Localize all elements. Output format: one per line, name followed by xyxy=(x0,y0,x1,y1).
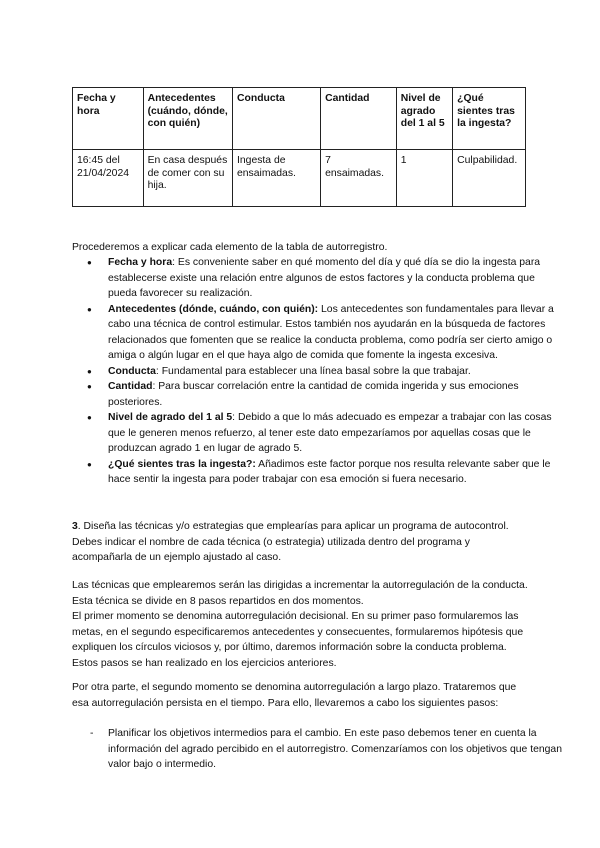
list-item-text: : Debido a que lo más adecuado es empezar a trabajar con las cosas que le generen menos refuerzo, al tener este dato empezaríamos por aquellas cosas que le produzcan agrado 1 en lugar de agrado 5. xyxy=(108,412,552,454)
header-quantity: Cantidad xyxy=(321,88,397,150)
table-header-row xyxy=(73,88,526,150)
list-item-term: Nivel de agrado del 1 al 5 xyxy=(108,412,233,423)
cell-antecedents: En casa después de comer con su hija. xyxy=(143,150,232,207)
list-item xyxy=(108,302,564,364)
header-date-time: Fecha y hora xyxy=(73,88,144,150)
list-item xyxy=(108,364,564,380)
list-item xyxy=(108,255,564,302)
list-item-term: Cantidad xyxy=(108,381,153,392)
list-item-text: Los antecedentes son fundamentales para llevar a cabo una técnica de control estimular. Estos también nos ayudarán en la búsqueda de factores relacionados que fomenten que se realice la conducta problema, como podría ser cierto amigo o amiga o algún lugar en el que haya algo de comida que fomente la ingesta excesiva. xyxy=(108,303,554,361)
list-item-term: ¿Qué sientes tras la ingesta?: xyxy=(108,458,256,470)
list-item-term: Fecha y hora xyxy=(108,257,173,268)
header-antecedents: Antecedentes (cuándo, dónde, con quién) xyxy=(143,88,232,150)
answer-paragraph-2: El primer momento se denomina autorregulación decisional. En su primer paso formularemos las metas, en el segundo especificaremos antecedentes y consecuentes, formularemos hipótesis que expliquen los círculos viciosos y, por último, daremos información sobre la conducta problema. Estos pasos se han realizado en los ejercicios anteriores. xyxy=(72,611,524,669)
list-item-text: : Es conveniente saber en qué momento del día y qué día se dio la ingesta para establecerse existe una relación entre algunos de estos factores y la conducta problema que pueda favorecer su realización. xyxy=(108,257,541,299)
answer-paragraph-1: Las técnicas que emplearemos serán las dirigidas a incrementar la autorregulación de la conducta. Esta técnica se divide en 8 pasos repartidos en dos momentos. xyxy=(72,580,528,607)
header-liking-level: Nivel de agrado del 1 al 5 xyxy=(396,88,452,150)
intro-paragraph: Procederemos a explicar cada elemento de la tabla de autorregistro. xyxy=(72,242,388,253)
list-item xyxy=(108,379,564,410)
cell-date-time: 16:45 del 21/04/2024 xyxy=(73,150,144,207)
cell-liking-level: 1 xyxy=(396,150,452,207)
list-item xyxy=(108,410,564,457)
list-item-text: : Fundamental para establecer una línea basal sobre la que trabajar. xyxy=(155,365,471,377)
element-explanation-list xyxy=(72,255,564,488)
self-record-table xyxy=(72,87,526,207)
list-item-term: Conducta xyxy=(108,365,156,377)
header-behavior: Conducta xyxy=(233,88,321,150)
steps-list xyxy=(72,726,564,773)
table-row xyxy=(73,150,526,207)
cell-behavior: Ingesta de ensaimadas. xyxy=(233,150,321,207)
question-text: . Diseña las técnicas y/o estrategias que emplearías para aplicar un programa de autocontrol. Debes indicar el nombre de cada técnica (o estrategia) utilizada dentro del programa y acompañarla de un ejemplo ajustado al caso. xyxy=(72,521,509,563)
question-paragraph xyxy=(72,519,532,566)
question-number: 3 xyxy=(72,521,78,532)
answer-paragraph-3: Por otra parte, el segundo momento se denomina autorregulación a largo plazo. Trataremos que esa autorregulación persista en el tiempo. Para ello, llevaremos a cabo los siguientes pasos: xyxy=(72,682,517,709)
list-item-text: Añadimos este factor porque nos resulta relevante saber que le hace sentir la ingesta para poder trabajar con esa emoción si fuera necesario. xyxy=(108,458,551,485)
cell-feeling: Culpabilidad. xyxy=(453,150,526,207)
list-item-term: Antecedentes (dónde, cuándo, con quién): xyxy=(108,303,319,315)
list-item-text: : Para buscar correlación entre la cantidad de comida ingerida y sus emociones posteriores. xyxy=(108,381,519,408)
list-item xyxy=(108,457,564,488)
list-item: - Planificar los objetivos intermedios para el cambio. En este paso debemos tener en cuenta la información del agrado percibido en el autorregistro. Comenzaríamos con los objetivos que tengan valor bajo o intermedio. xyxy=(108,726,564,773)
cell-quantity: 7 ensaimadas. xyxy=(321,150,397,207)
header-feeling: ¿Qué sientes tras la ingesta? xyxy=(453,88,526,150)
